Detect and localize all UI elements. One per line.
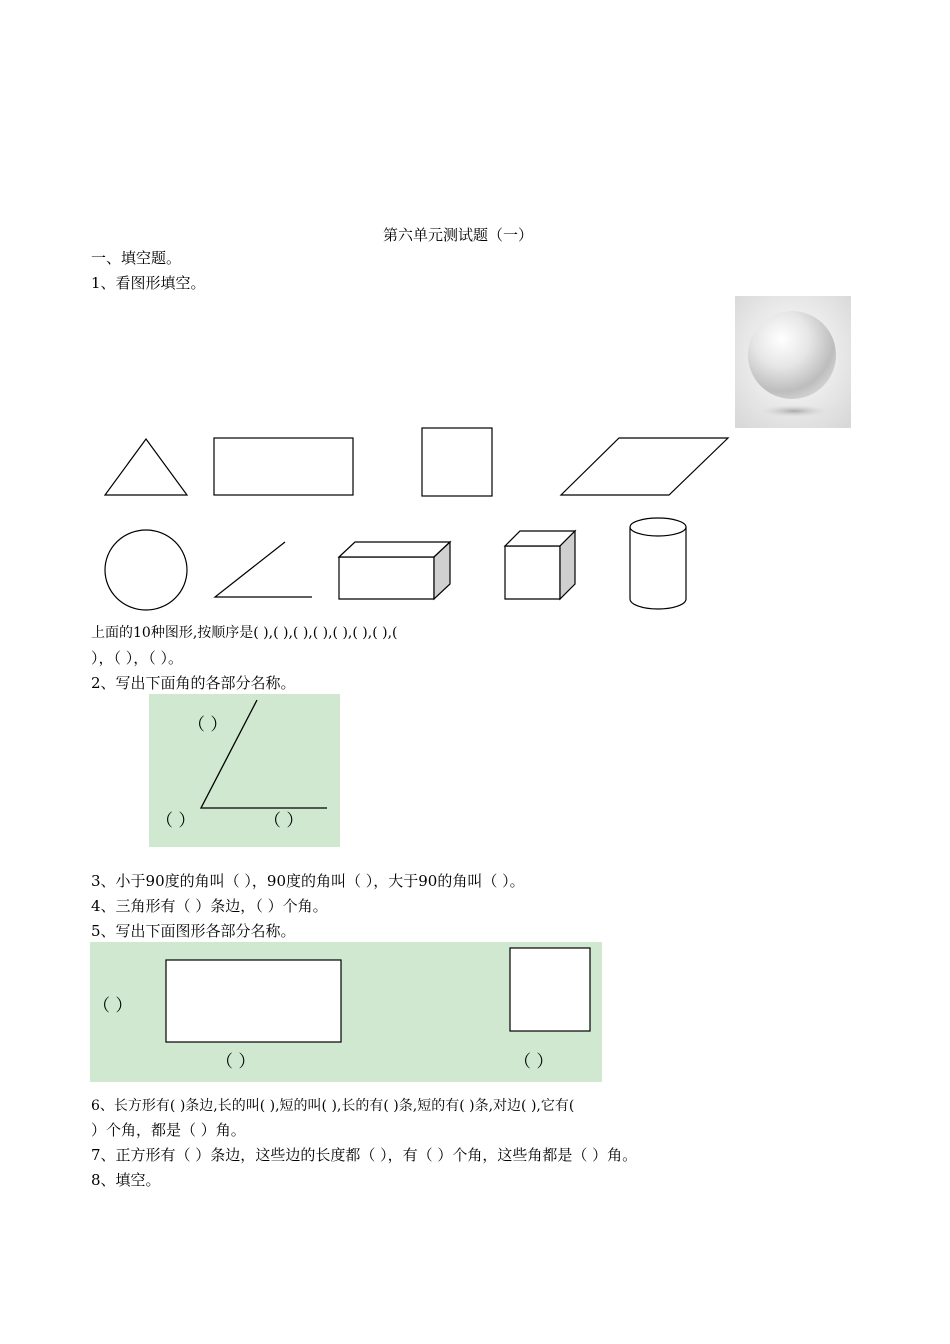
question-2-prompt: 2、写出下面角的各部分名称。	[91, 674, 296, 692]
angle-side-label: （ ）	[156, 811, 196, 831]
sphere-image	[735, 296, 851, 428]
square-shape	[421, 427, 494, 498]
question-1-answer-line-1: 上面的10种图形,按顺序是( ),( ),( ),( ),( ),( ),( ),(	[91, 625, 398, 641]
question-3: 3、小于90度的角叫（ ），90度的角叫（ ），大于90的角叫（ ）。	[91, 872, 525, 890]
question-1-prompt: 1、看图形填空。	[91, 274, 206, 292]
question-1-answer-line-2: ），（ ），（ ）。	[91, 649, 184, 667]
question-4: 4、三角形有（ ）条边，（ ）个角。	[91, 897, 328, 915]
rectangle-width-label: （ ）	[93, 996, 133, 1016]
angle-edge-label: （ ）	[264, 811, 304, 831]
triangle-shape	[103, 437, 189, 497]
page-title: 第六单元测试题（一）	[382, 226, 533, 244]
question-6-line-1: 6、长方形有( )条边,长的叫( ),短的叫( ),长的有( )条,短的有( )条,对边( ),它有(	[91, 1098, 575, 1114]
question-7: 7、正方形有（ ）条边，这些边的长度都（ ），有（ ）个角，这些角都是（ ）角。	[91, 1146, 638, 1164]
cuboid-shape	[338, 540, 453, 601]
rectangle-shape	[213, 437, 355, 497]
angle-vertex-label: （ ）	[188, 715, 228, 735]
cylinder-shape	[628, 516, 688, 611]
cube-shape	[504, 529, 577, 601]
rectangle-length-label: （ ）	[216, 1052, 256, 1072]
circle-shape	[103, 529, 189, 611]
question-5-prompt: 5、写出下面图形各部分名称。	[91, 922, 296, 940]
question-8: 8、填空。	[91, 1171, 161, 1189]
square-side-label: （ ）	[514, 1052, 554, 1072]
section-heading: 一、填空题。	[91, 249, 182, 267]
parallelogram-shape	[560, 437, 730, 497]
angle-shape	[213, 540, 315, 600]
question-6-line-2: ）个角，都是（ ）角。	[91, 1121, 246, 1139]
